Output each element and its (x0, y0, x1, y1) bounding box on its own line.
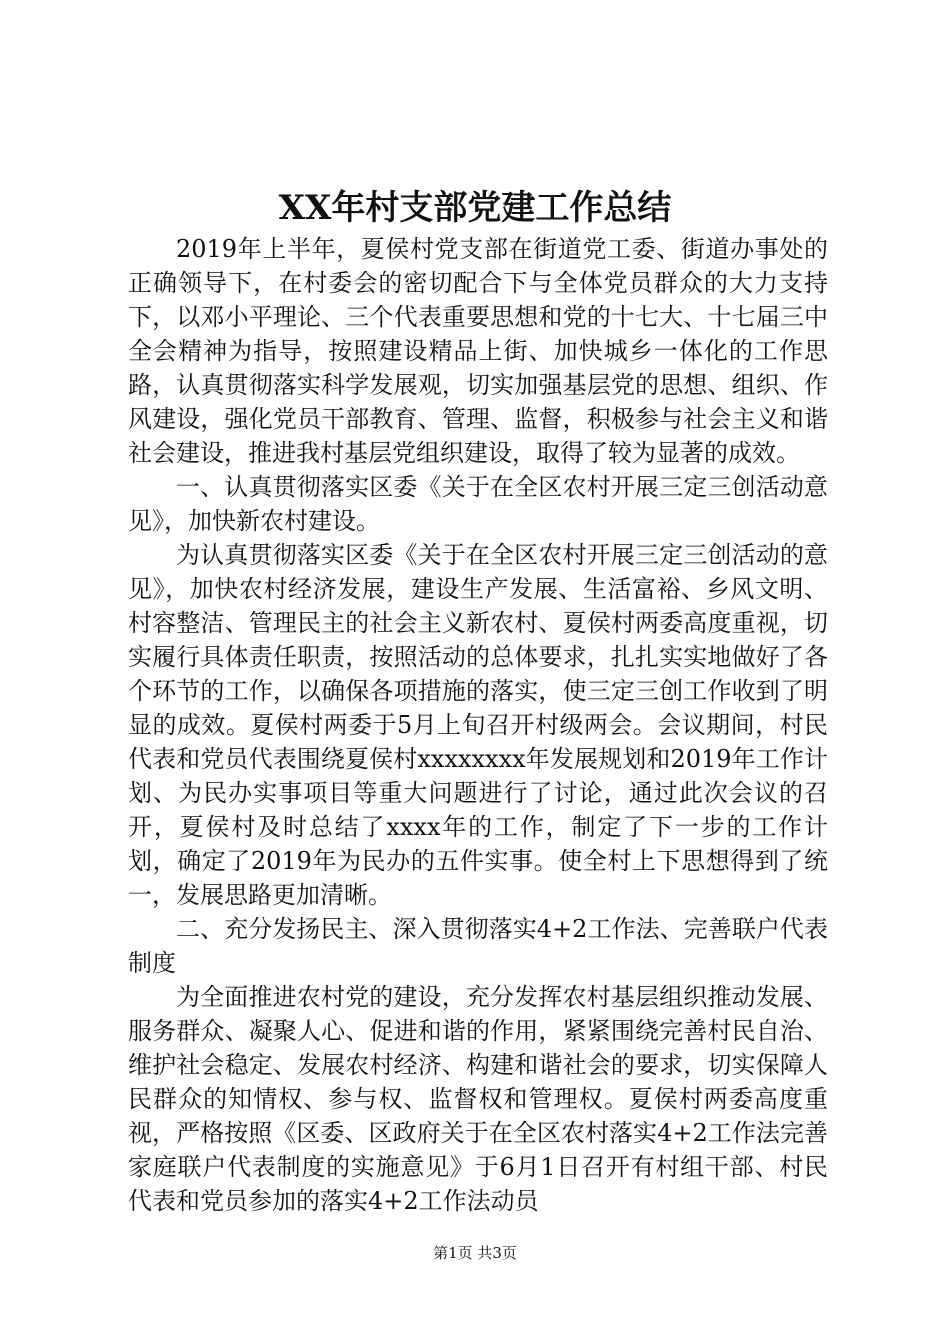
paragraph-section-2: 为全面推进农村党的建设，充分发挥农村基层组织推动发展、服务群众、凝聚人心、促进和谐的作用，紧紧围绕完善村民自治、维护社会稳定、发展农村经济、构建和谐社会的要求，切实保障人民群众的知情权、参与权、监督权和管理权。夏侯村两委高度重视，严格按照《区委、区政府关于在全区农村落实4+2工作法完善家庭联户代表制度的实施意见》于6月1日召开有村组干部、村民代表和党员参加的落实4+2工作法动员 (128, 983, 828, 1215)
paragraph-intro: 2019年上半年，夏侯村党支部在街道党工委、街道办事处的正确领导下，在村委会的密切配合下与全体党员群众的大力支持下，以邓小平理论、三个代表重要思想和党的十七大、十七届三中全会精神为指导，按照建设精品上街、加快城乡一体化的工作思路，认真贯彻落实科学发展观，切实加强基层党的思想、组织、作风建设，强化党员干部教育、管理、监督，积极参与社会主义和谐社会建设，推进我村基层党组织建设，取得了较为显著的成效。 (128, 235, 828, 467)
paragraph-section-1: 为认真贯彻落实区委《关于在全区农村开展三定三创活动的意见》，加快农村经济发展，建设生产发展、生活富裕、乡风文明、村容整洁、管理民主的社会主义新农村、夏侯村两委高度重视，切实履行具体责任职责，按照活动的总体要求，扎扎实实地做好了各个环节的工作，以确保各项措施的落实，使三定三创工作收到了明显的成效。夏侯村两委于5月上旬召开村级两会。会议期间，村民代表和党员代表围绕夏侯村xxxxxxxx年发展规划和2019年工作计划、为民办实事项目等重大问题进行了讨论，通过此次会议的召开，夏侯村及时总结了xxxx年的工作，制定了下一步的工作计划，确定了2019年为民办的五件实事。使全村上下思想得到了统一，发展思路更加清晰。 (128, 541, 828, 909)
document-title: XX年村支部党建工作总结 (278, 188, 672, 228)
document-body (128, 232, 828, 1218)
page-number-footer: 第1页 共3页 (433, 1244, 517, 1262)
section-heading-2: 二、充分发扬民主、深入贯彻落实4+2工作法、完善联户代表制度 (128, 915, 828, 977)
section-heading-1: 一、认真贯彻落实区委《关于在全区农村开展三定三创活动意见》，加快新农村建设。 (128, 473, 828, 535)
